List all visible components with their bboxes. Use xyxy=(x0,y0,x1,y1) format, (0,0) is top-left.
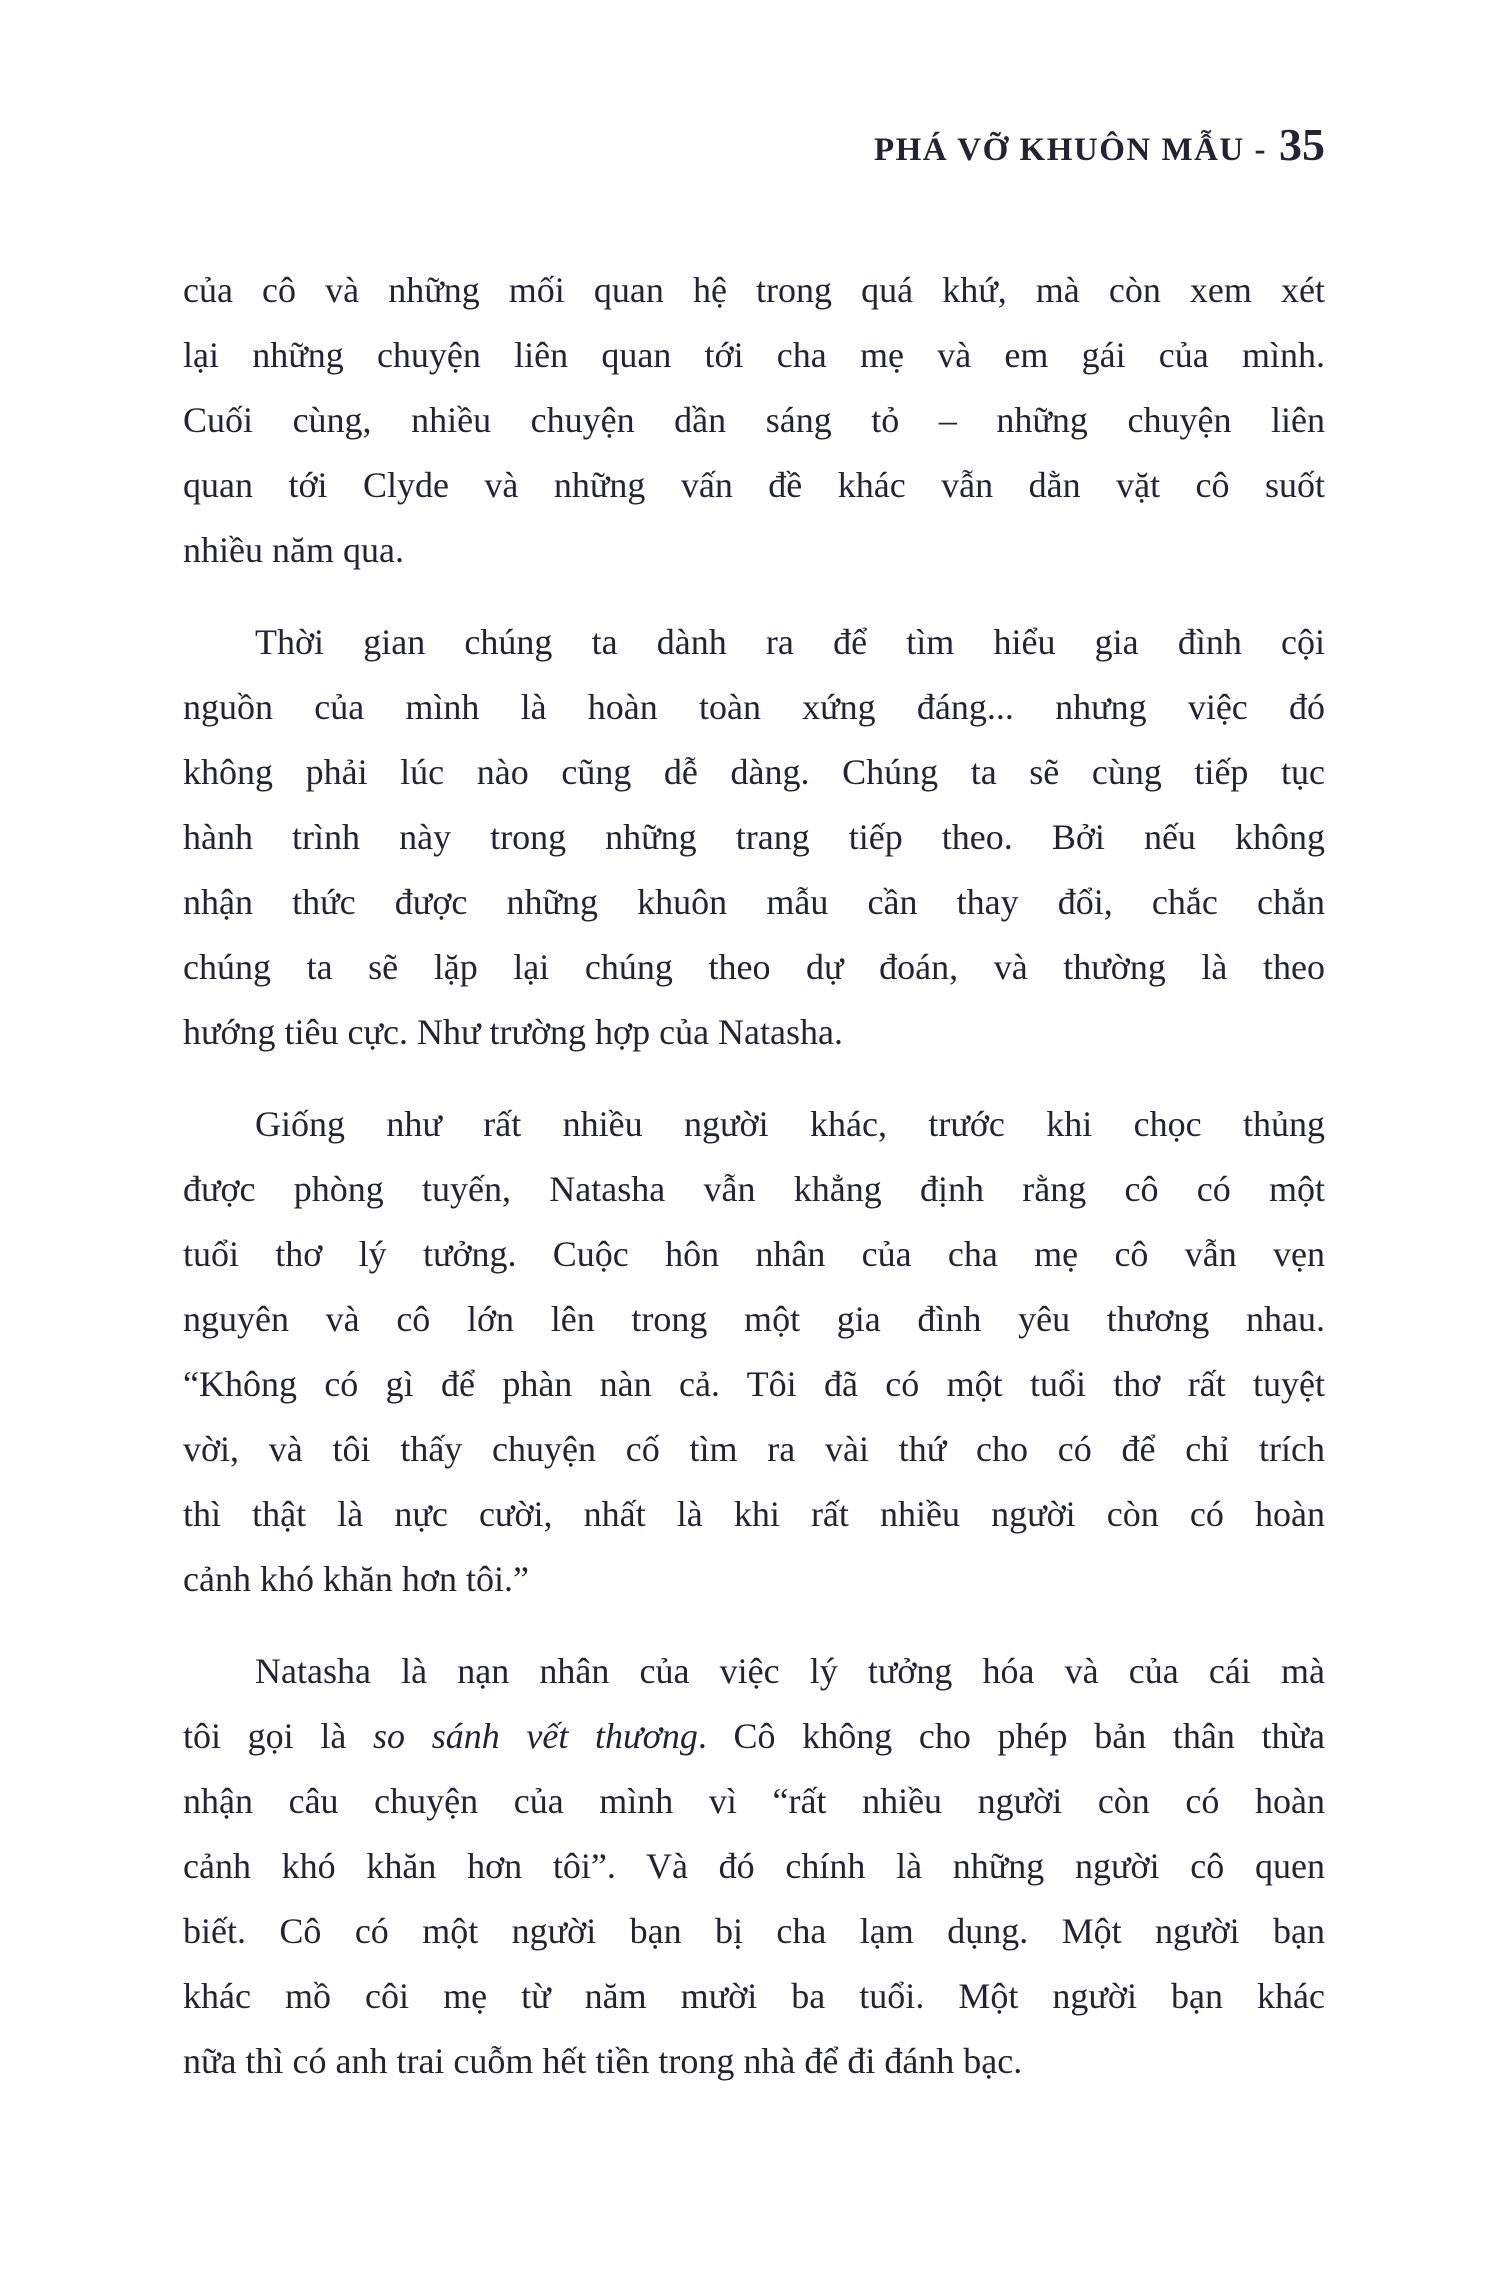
text-line xyxy=(183,1000,1325,1065)
text-segment: Giống như rất nhiều người khác, trước khi chọc thủng xyxy=(255,1104,1325,1144)
text-line xyxy=(183,805,1325,870)
paragraph xyxy=(183,610,1325,1065)
chapter-title: PHÁ VỠ KHUÔN MẪU - xyxy=(873,132,1267,168)
text-line xyxy=(183,2029,1325,2094)
text-segment: lại những chuyện liên quan tới cha mẹ và em gái của mình. xyxy=(183,335,1325,375)
text-segment: Cuối cùng, nhiều chuyện dần sáng tỏ – những chuyện liên xyxy=(183,400,1325,440)
text-segment: “Không có gì để phàn nàn cả. Tôi đã có một tuổi thơ rất tuyệt xyxy=(183,1364,1325,1404)
text-line xyxy=(183,1899,1325,1964)
text-segment: nữa thì có anh trai cuỗm hết tiền trong nhà để đi đánh bạc. xyxy=(183,2041,1023,2081)
text-segment: Natasha là nạn nhân của việc lý tưởng hóa và của cái mà xyxy=(255,1651,1325,1691)
text-line xyxy=(183,610,1325,675)
text-line xyxy=(183,740,1325,805)
text-line xyxy=(183,1704,1325,1769)
text-line xyxy=(183,1547,1325,1612)
text-segment: vời, và tôi thấy chuyện cố tìm ra vài thứ cho có để chỉ trích xyxy=(183,1429,1325,1469)
text-segment: Thời gian chúng ta dành ra để tìm hiểu gia đình cội xyxy=(255,622,1325,662)
page-number: 35 xyxy=(1279,119,1325,170)
text-segment: nhiều năm qua. xyxy=(183,530,404,570)
text-segment: quan tới Clyde và những vấn đề khác vẫn dằn vặt cô suốt xyxy=(183,465,1325,505)
text-line xyxy=(183,1092,1325,1157)
text-segment: hướng tiêu cực. Như trường hợp của Natasha. xyxy=(183,1012,843,1052)
paragraph xyxy=(183,1092,1325,1612)
text-segment: tôi gọi là xyxy=(183,1716,374,1756)
text-segment: của cô và những mối quan hệ trong quá khứ, mà còn xem xét xyxy=(183,270,1325,310)
text-segment: nguyên và cô lớn lên trong một gia đình yêu thương nhau. xyxy=(183,1299,1325,1339)
text-segment: không phải lúc nào cũng dễ dàng. Chúng ta sẽ cùng tiếp tục xyxy=(183,752,1325,792)
text-segment: chúng ta sẽ lặp lại chúng theo dự đoán, và thường là theo xyxy=(183,947,1325,987)
text-line xyxy=(183,1769,1325,1834)
text-line xyxy=(183,1222,1325,1287)
paragraph xyxy=(183,1639,1325,2094)
text-segment: nhận câu chuyện của mình vì “rất nhiều người còn có hoàn xyxy=(183,1781,1325,1821)
text-line xyxy=(183,258,1325,323)
text-segment: hành trình này trong những trang tiếp theo. Bởi nếu không xyxy=(183,817,1325,857)
text-line xyxy=(183,675,1325,740)
text-line xyxy=(183,1482,1325,1547)
text-line xyxy=(183,1834,1325,1899)
text-segment: nguồn của mình là hoàn toàn xứng đáng... nhưng việc đó xyxy=(183,687,1325,727)
text-line xyxy=(183,388,1325,453)
text-line xyxy=(183,1964,1325,2029)
text-segment: nhận thức được những khuôn mẫu cần thay đổi, chắc chắn xyxy=(183,882,1325,922)
text-line xyxy=(183,1417,1325,1482)
text-segment: khác mồ côi mẹ từ năm mười ba tuổi. Một người bạn khác xyxy=(183,1976,1325,2016)
text-line xyxy=(183,1157,1325,1222)
text-line xyxy=(183,323,1325,388)
text-segment: cảnh khó khăn hơn tôi.” xyxy=(183,1559,529,1599)
text-line xyxy=(183,518,1325,583)
text-segment: thì thật là nực cười, nhất là khi rất nhiều người còn có hoàn xyxy=(183,1494,1325,1534)
text-line xyxy=(183,1639,1325,1704)
running-header xyxy=(874,118,1325,171)
text-line xyxy=(183,1287,1325,1352)
text-segment: tuổi thơ lý tưởng. Cuộc hôn nhân của cha mẹ cô vẫn vẹn xyxy=(183,1234,1325,1274)
text-segment: biết. Cô có một người bạn bị cha lạm dụng. Một người bạn xyxy=(183,1911,1325,1951)
text-segment: cảnh khó khăn hơn tôi”. Và đó chính là những người cô quen xyxy=(183,1846,1325,1886)
italic-term: so sánh vết thương xyxy=(373,1716,698,1756)
text-block xyxy=(183,258,1325,2094)
text-line xyxy=(183,1352,1325,1417)
text-segment: . Cô không cho phép bản thân thừa xyxy=(697,1716,1326,1756)
text-segment: được phòng tuyến, Natasha vẫn khẳng định rằng cô có một xyxy=(183,1169,1325,1209)
paragraph xyxy=(183,258,1325,583)
text-line xyxy=(183,935,1325,1000)
text-line xyxy=(183,453,1325,518)
text-line xyxy=(183,870,1325,935)
